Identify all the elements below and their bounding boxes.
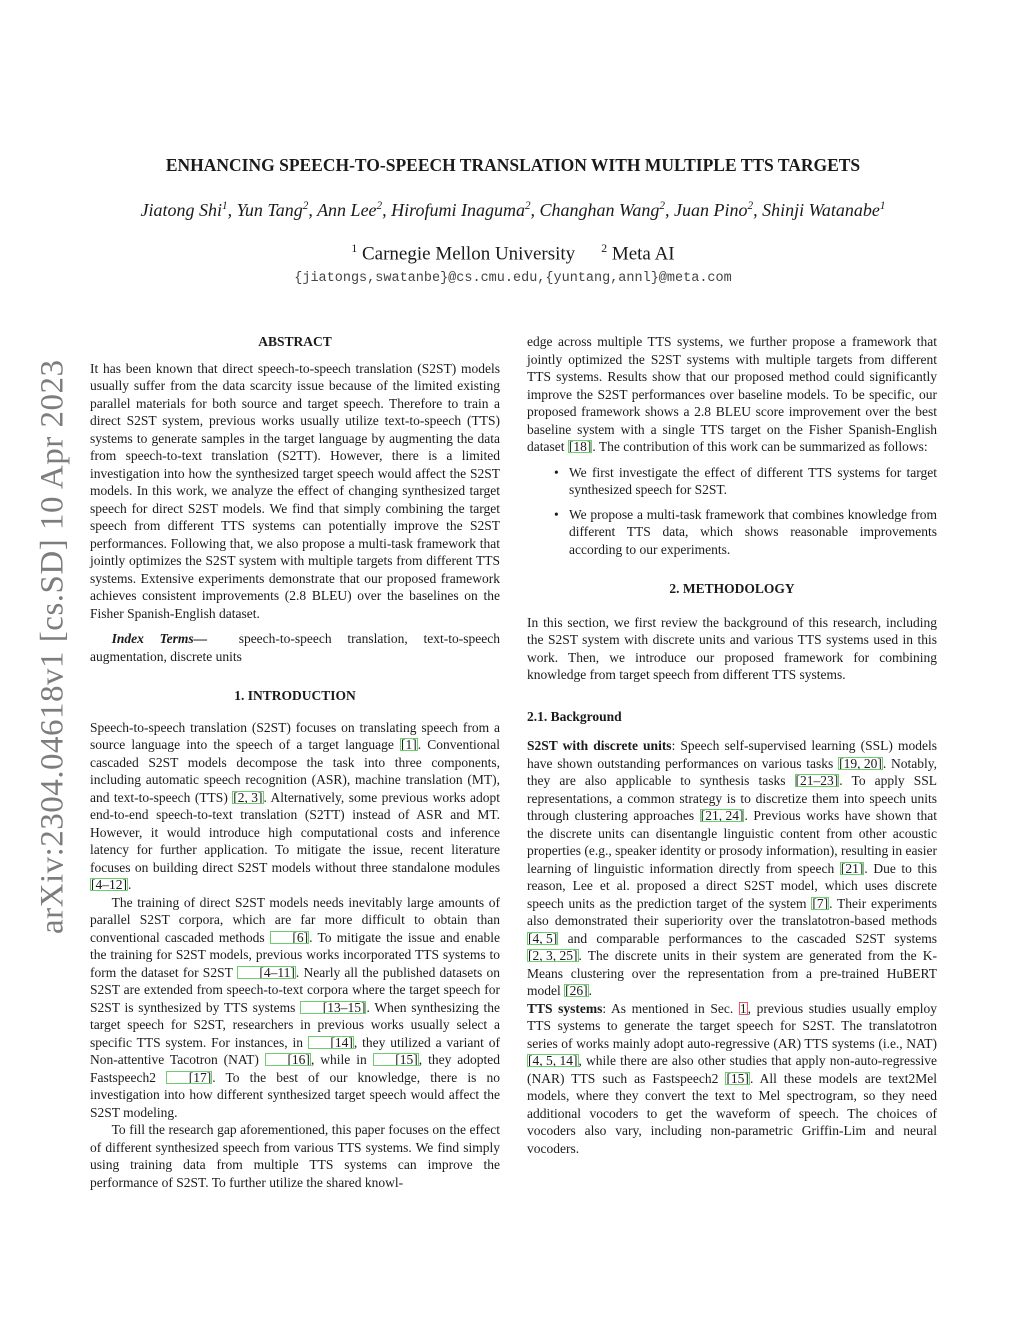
index-terms: [90, 630, 500, 665]
method-text: . Due to this reason, Lee et al. proposed a direct S2ST model, which uses discrete speech units as the prediction target of the system: [527, 860, 938, 911]
method-text: .: [588, 983, 592, 998]
index-terms-text: speech-to-speech translation, text-to-speech augmentation, discrete units: [90, 631, 501, 664]
methodology-heading: 2. METHODOLOGY: [669, 581, 795, 596]
intro-text: . The contribution of this work can be summarized as follows:: [592, 439, 928, 454]
intro-text: . To mitigate the issue and enable the training for S2ST models, previous works incorporated TTS systems to form the dataset for S2ST: [90, 929, 500, 980]
method-text: . To apply SSL representations, a common strategy is to discretize them into speech units through clustering approaches: [527, 773, 937, 823]
citation-link[interactable]: [19, 20]: [839, 755, 882, 771]
author-name: Ann Lee: [317, 200, 377, 220]
contribution-text: We first investigate the effect of different TTS systems for target synthesized speech for S2ST.: [569, 464, 937, 497]
introduction-heading: 1. INTRODUCTION: [234, 688, 356, 703]
arxiv-identifier-stamp: arXiv:2304.04618v1 [cs.SD] 10 Apr 2023: [34, 359, 71, 935]
intro-text: .: [128, 877, 132, 892]
citation-link[interactable]: [2, 3]: [233, 789, 263, 805]
method-text: . The discrete units in their system are generated from the K-Means clustering over the representation from a pre-trained HuBERT model: [527, 948, 937, 998]
intro-text: . Nearly all the published datasets on S2ST are extended from speech-to-text corpora where the target speech for S2ST is synthesized by TTS systems: [90, 964, 500, 1015]
tts-label: TTS systems: [527, 1000, 603, 1016]
section-reference-link[interactable]: 1: [739, 1000, 747, 1016]
citation-link[interactable]: [21, 24]: [700, 808, 744, 823]
citation-link[interactable]: [13–15]: [300, 1001, 366, 1014]
citation-link[interactable]: [21]: [840, 860, 864, 876]
author-name: Shinji Watanabe: [762, 200, 880, 220]
intro-text: , they utilized a variant of Non-attentive Tacotron (NAT): [90, 1034, 500, 1067]
bullet-dot: •: [554, 506, 559, 522]
intro-text: edge across multiple TTS systems, we further propose a framework that jointly optimized the S2ST systems with multiple targets from different TTS systems. Results show that our proposed method could significantly improve the S2ST performances over baseline models. To be specific, our proposed framework shows a 2.8 BLEU score improvement over the best baseline system with a single TTS target on the Fisher Spanish-English dataset: [527, 334, 937, 454]
intro-paragraph-1: [90, 719, 500, 894]
intro-paragraph-4: [527, 333, 937, 456]
method-paragraph-1: In this section, we first review the background of this research, including the S2ST system with discrete units and various TTS systems used in this work. Then, we introduce our proposed framework for combining knowledge from target speech from different TTS systems.: [527, 614, 937, 682]
citation-link[interactable]: [4–11]: [237, 966, 296, 979]
author-name: Hirofumi Inaguma: [391, 200, 525, 220]
method-text: . Notably, they are also applicable to synthesis tasks: [527, 755, 937, 788]
left-column: [90, 333, 500, 1191]
author-affiliation-mark: 2: [302, 200, 309, 212]
contribution-item: [554, 506, 937, 559]
background-subheading: 2.1. Background: [527, 708, 622, 724]
citation-link[interactable]: [15]: [373, 1053, 419, 1066]
author-name: Yun Tang: [236, 200, 303, 220]
citation-link[interactable]: [18]: [568, 439, 592, 454]
intro-text: , they adopted Fastspeech2: [90, 1052, 500, 1085]
affiliation-meta: Meta AI: [611, 243, 675, 265]
author-name: Jiatong Shi: [140, 200, 222, 220]
units-paragraph: [527, 737, 937, 1000]
method-text: . Previous works have shown that the discrete units can disentangle linguistic content from other acoustic properties (e.g., speaker identity or prosody information), resulting in easier learning of linguistic information directly from speech: [527, 808, 938, 876]
intro-paragraph-3: To fill the research gap aforementioned, this paper focuses on the effect of different synthesized speech from various TTS systems. We find simply using training data from multiple TTS systems can improve the performance of S2ST. To further utilize the shared knowl-: [90, 1122, 500, 1190]
author-affiliation-mark: 2: [659, 200, 665, 212]
citation-link[interactable]: [6]: [270, 931, 309, 944]
intro-text: . Conventional cascaded S2ST models decompose the task into three components, including automatic speech recognition (ASR), machine translation (MT), and text-to-speech (TTS): [90, 737, 500, 805]
method-text: and comparable performances to the cascaded S2ST systems: [558, 930, 937, 946]
affiliation-mark: 1: [351, 242, 358, 255]
method-text: . All these models are text2Mel models, where they convert the text to Mel spectrogram, so they need additional vocoders to get the waveform of speech. The choices of vocoders also vary, including non-parametric Griffin-Lim and neural vocoders.: [527, 1070, 937, 1156]
right-column: [527, 333, 937, 1157]
author-name: Changhan Wang: [539, 200, 660, 220]
paper-title: ENHANCING SPEECH-TO-SPEECH TRANSLATION WITH MULTIPLE TTS TARGETS: [165, 155, 861, 175]
abstract-text: It has been known that direct speech-to-speech translation (S2ST) models usually suffer from the data scarcity issue because of the limited existing parallel materials for both source and target speech. Therefore to train a direct S2ST system, previous works usually utilize text-to-speech (TTS) systems to generate samples in the target language by augmenting the data from speech-to-text translation (S2TT). However, there is a limited investigation into how the synthesized target speech would affect the S2ST models. In this work, we analyze the effect of changing synthesized target speech for direct S2ST models. We find that simply combining the target speech from different TTS systems can potentially improve the S2ST performances. Following that, we also propose a multi-task framework that jointly optimizes the S2ST system with multiple targets from different TTS systems. Extensive experiments demonstrate that our proposed framework achieves consistent improvements (2.8 BLEU) over the baselines on the Fisher Spanish-English dataset.: [90, 360, 500, 621]
citation-link[interactable]: [26]: [565, 983, 588, 998]
citation-link[interactable]: [4, 5, 14]: [528, 1053, 578, 1068]
author-affiliation-mark: 2: [747, 200, 754, 212]
contribution-item: [554, 464, 937, 499]
author-emails: {jiatongs,swatanbe}@cs.cmu.edu,{yuntang,annl}@meta.com: [294, 271, 732, 286]
citation-link[interactable]: [16]: [265, 1053, 311, 1066]
intro-text: . To the best of our knowledge, there is no investigation into how different synthesized target speech would affect the S2ST modeling.: [90, 1069, 501, 1120]
citation-link[interactable]: [1]: [400, 737, 417, 752]
author-affiliation-mark: 1: [879, 200, 886, 212]
citation-link[interactable]: [17]: [166, 1071, 212, 1084]
method-text: : As mentioned in Sec.: [602, 1000, 739, 1016]
author-affiliation-mark: 2: [524, 200, 531, 212]
citation-link[interactable]: [2, 3, 25]: [528, 948, 578, 963]
method-text: : Speech self-supervised learning (SSL) models have shown outstanding performances on various tasks: [527, 738, 937, 771]
author-affiliation-mark: 1: [222, 200, 228, 212]
intro-text: . Alternatively, some previous works adopt end-to-end speech-to-text translation (S2TT) instead of ASR and MT. However, it would introduce high computational costs and inference latency for further application. To mitigate the issue, recent literature focuses on building direct S2ST models without three standalone modules: [90, 789, 500, 875]
citation-link[interactable]: [4–12]: [91, 877, 127, 892]
citation-link[interactable]: [15]: [726, 1070, 749, 1086]
author-list: Jiatong Shi$^1$, Yun Tang$^2$, Ann Lee$^2$, Hirofumi Inaguma$^2$, Changhan Wang$^2$, Juan Pino$^2$, Shinji Watanabe$^1$: [140, 200, 886, 220]
author-name: Juan Pino: [673, 200, 748, 220]
affiliation-mark: 2: [601, 242, 608, 255]
contribution-text: We propose a multi-task framework that combines knowledge from different TTS data, which shows reasonable improvements according to our experiments.: [569, 506, 937, 557]
intro-text: The training of direct S2ST models needs inevitably large amounts of parallel S2ST corpora, which are far more difficult to obtain than conventional cascaded methods: [90, 894, 500, 945]
index-terms-label: Index Terms—: [111, 631, 208, 646]
method-text: . Their experiments also demonstrated their superiority over the translatotron-based methods: [527, 895, 938, 928]
intro-text: Speech-to-speech translation (S2ST) focuses on translating speech from a source language into the speech of a target language: [90, 719, 500, 752]
author-affiliation-mark: 2: [376, 200, 383, 212]
citation-link[interactable]: [14]: [308, 1036, 354, 1049]
intro-paragraph-2: [90, 894, 500, 1122]
method-text: , previous studies usually employ TTS systems to generate the target speech for S2ST. The translatotron series of works mainly adopt auto-regressive (AR) TTS systems (i.e., NAT): [527, 1000, 937, 1051]
method-text: , while there are also other studies that apply non-auto-regressive (NAR) TTS such as Fastspeech2: [527, 1053, 937, 1086]
contribution-list: [527, 464, 937, 559]
citation-link[interactable]: [21–23]: [795, 773, 839, 788]
affiliations: [90, 242, 936, 265]
citation-link[interactable]: [7]: [812, 895, 829, 911]
intro-text: , while in: [310, 1052, 373, 1067]
citation-link[interactable]: [4, 5]: [528, 930, 558, 946]
affiliation-cmu: Carnegie Mellon University: [362, 243, 576, 265]
abstract-heading: ABSTRACT: [258, 334, 332, 349]
units-label: S2ST with discrete units: [527, 738, 672, 753]
tts-paragraph: [527, 1000, 937, 1158]
intro-text: . When synthesizing the target speech for S2ST, researchers in previous works usually select a specific TTS system. For instances, in: [90, 999, 500, 1050]
bullet-dot: •: [554, 464, 559, 480]
